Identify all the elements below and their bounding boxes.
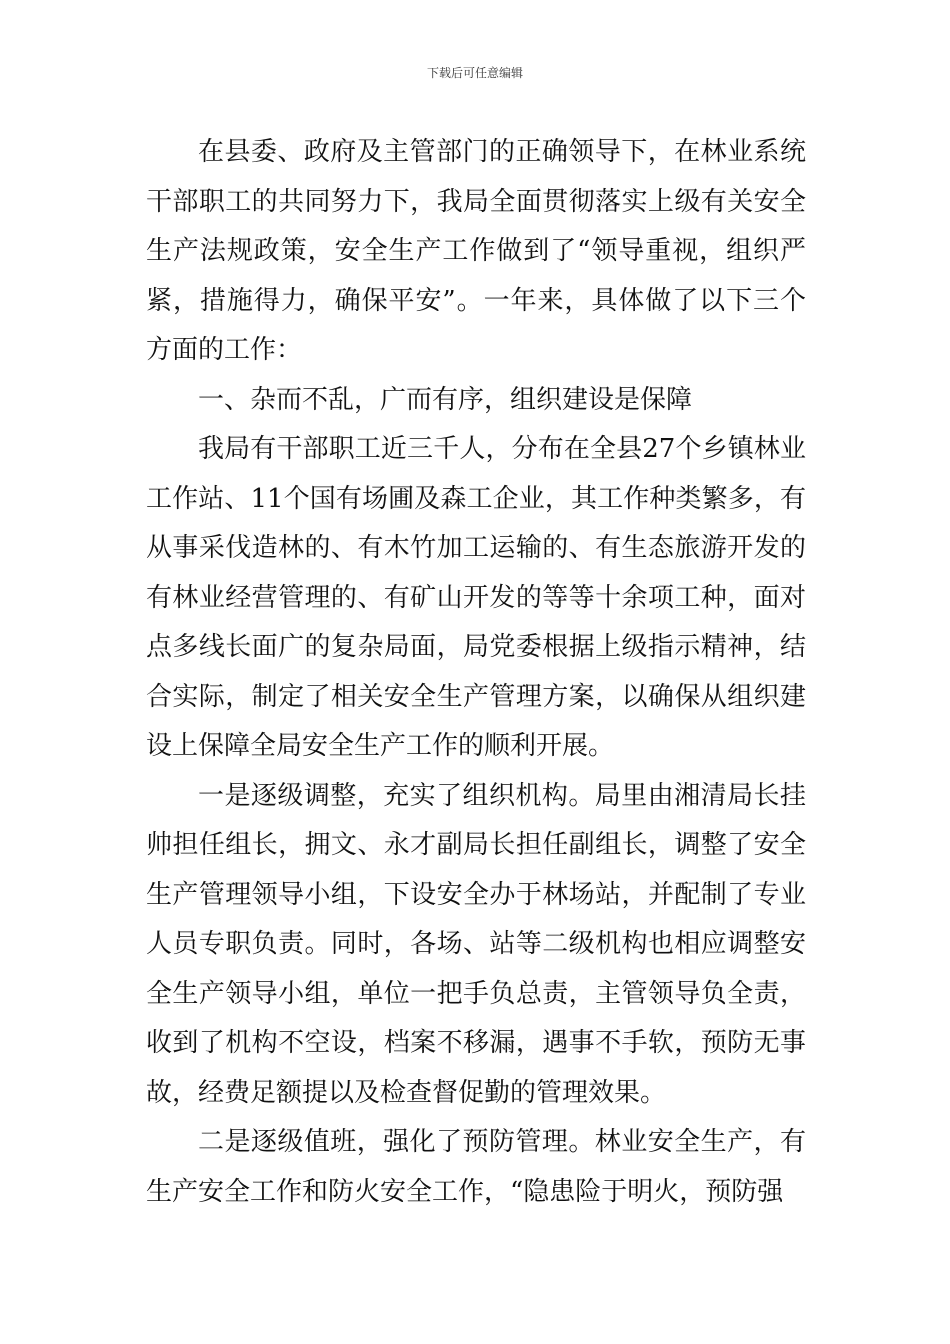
intro-paragraph: 在县委、政府及主管部门的正确领导下，在林业系统干部职工的共同努力下，我局全面贯彻落实上级有关安全生产法规政策，安全生产工作做到了“领导重视，组织严紧，措施得力，确保平安”。一年来，具体做了以下三个方面的工作：	[146, 137, 806, 365]
section-heading-1: 一、杂而不乱，广而有序，组织建设是保障	[198, 384, 693, 415]
document-body	[146, 128, 806, 1217]
section-1-paragraph: 我局有干部职工近三千人，分布在全县27个乡镇林业工作站、11个国有场圃及森工企业，其工作种类繁多，有从事采伐造林的、有木竹加工运输的、有生态旅游开发的有林业经营管理的、有矿山开发的等等十余项工种，面对点多线长面广的复杂局面，局党委根据上级指示精神，结合实际，制定了相关安全生产管理方案，以确保从组织建设上保障全局安全生产工作的顺利开展。	[146, 434, 806, 761]
point-2-paragraph: 二是逐级值班，强化了预防管理。林业安全生产，有生产安全工作和防火安全工作，“隐患险于明火，预防强	[146, 1127, 806, 1207]
page-header: 下载后可任意编辑	[426, 66, 523, 80]
point-1-paragraph: 一是逐级调整，充实了组织机构。局里由湘清局长挂帅担任组长，拥文、永才副局长担任副组长，调整了安全生产管理领导小组，下设安全办于林场站，并配制了专业人员专职负责。同时，各场、站等二级机构也相应调整安全生产领导小组，单位一把手负总责，主管领导负全责，收到了机构不空设，档案不移漏，遇事不手软，预防无事故，经费足额提以及检查督促勤的管理效果。	[146, 780, 806, 1108]
